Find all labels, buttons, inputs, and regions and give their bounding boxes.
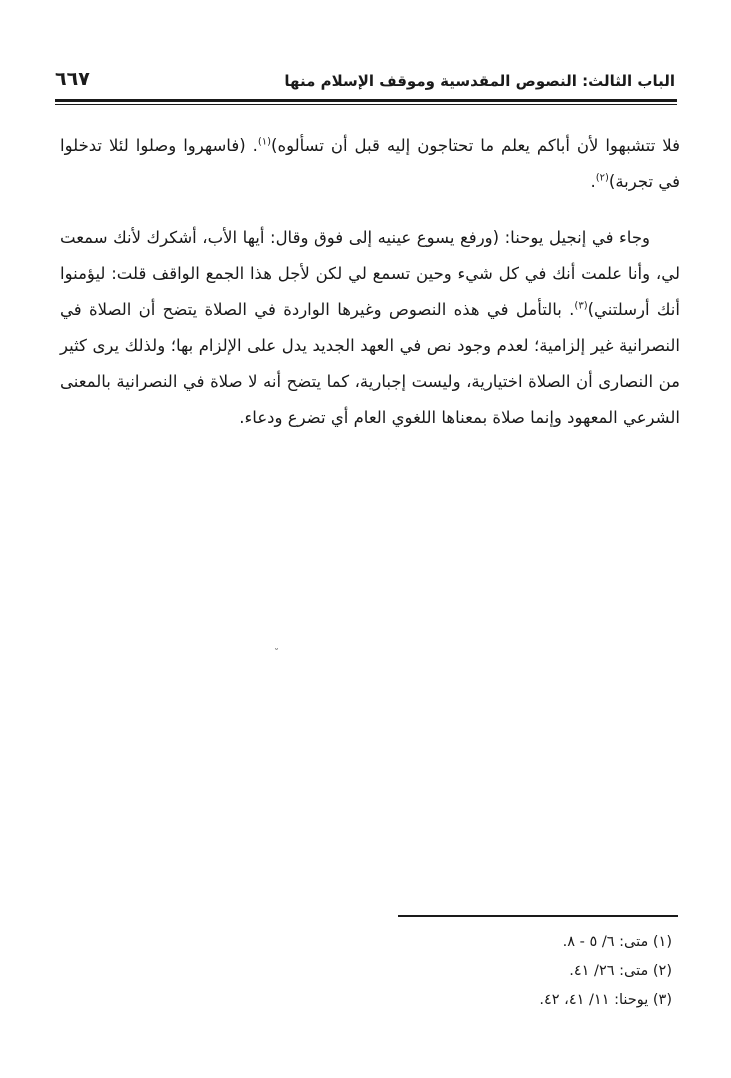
header-rule: [55, 99, 677, 102]
page-number: ٦٦٧: [55, 68, 90, 90]
footnote-ref-3: (٣): [574, 300, 588, 312]
header-rule-thin: [55, 104, 677, 105]
paragraph-2: وجاء في إنجيل يوحنا: (ورفع يسوع عينيه إلى فوق وقال: أيها الأب، أشكرك لأنك سمعت لي، وأنا علمت أنك في كل شيء وحين تسمع لي لكن لأجل هذا الجمع الواقف قلت: ليؤمنوا أنك أرسلتني)$^{(٣)}$. بالتأمل في هذه النصوص وغيرها الواردة في الصلاة يتضح أن الصلاة في النصرانية غير إلزامية؛ لعدم وجود نص في العهد الجديد يدل على الإلزام بها؛ ولذلك يرى كثير من النصارى أن الصلاة اختيارية، وليست إجبارية، كما يتضح أنه لا صلاة في النصرانية بالمعنى الشرعي المعهود وإنما صلاة بمعناها اللغوي العام أي تضرع ودعاء.: [60, 228, 680, 427]
footnote-ref-2: (٢): [595, 172, 609, 184]
scan-speck: ˘: [274, 648, 279, 659]
footnote-2: (٢) متى: ٢٦/ ٤١.: [569, 963, 672, 979]
footnote-ref-1: (١): [257, 136, 272, 148]
footnote-1: (١) متى: ٦/ ٥ - ٨.: [562, 934, 672, 950]
paragraph-1: فلا تتشبهوا لأن أباكم يعلم ما تحتاجون إليه قبل أن تسألوه)$^{(١)}$. (فاسهروا وصلوا لئلا تدخلوا في تجربة)$^{(٢)}$.: [60, 136, 680, 191]
main-text: [60, 128, 680, 456]
running-header: [55, 68, 675, 98]
footnotes: [400, 928, 672, 1015]
footnote-3: (٣) يوحنا: ١١/ ٤١، ٤٢.: [539, 992, 672, 1008]
footnote-separator: [398, 915, 678, 917]
chapter-title: الباب الثالث: النصوص المقدسية وموقف الإسلام منها: [284, 72, 675, 90]
